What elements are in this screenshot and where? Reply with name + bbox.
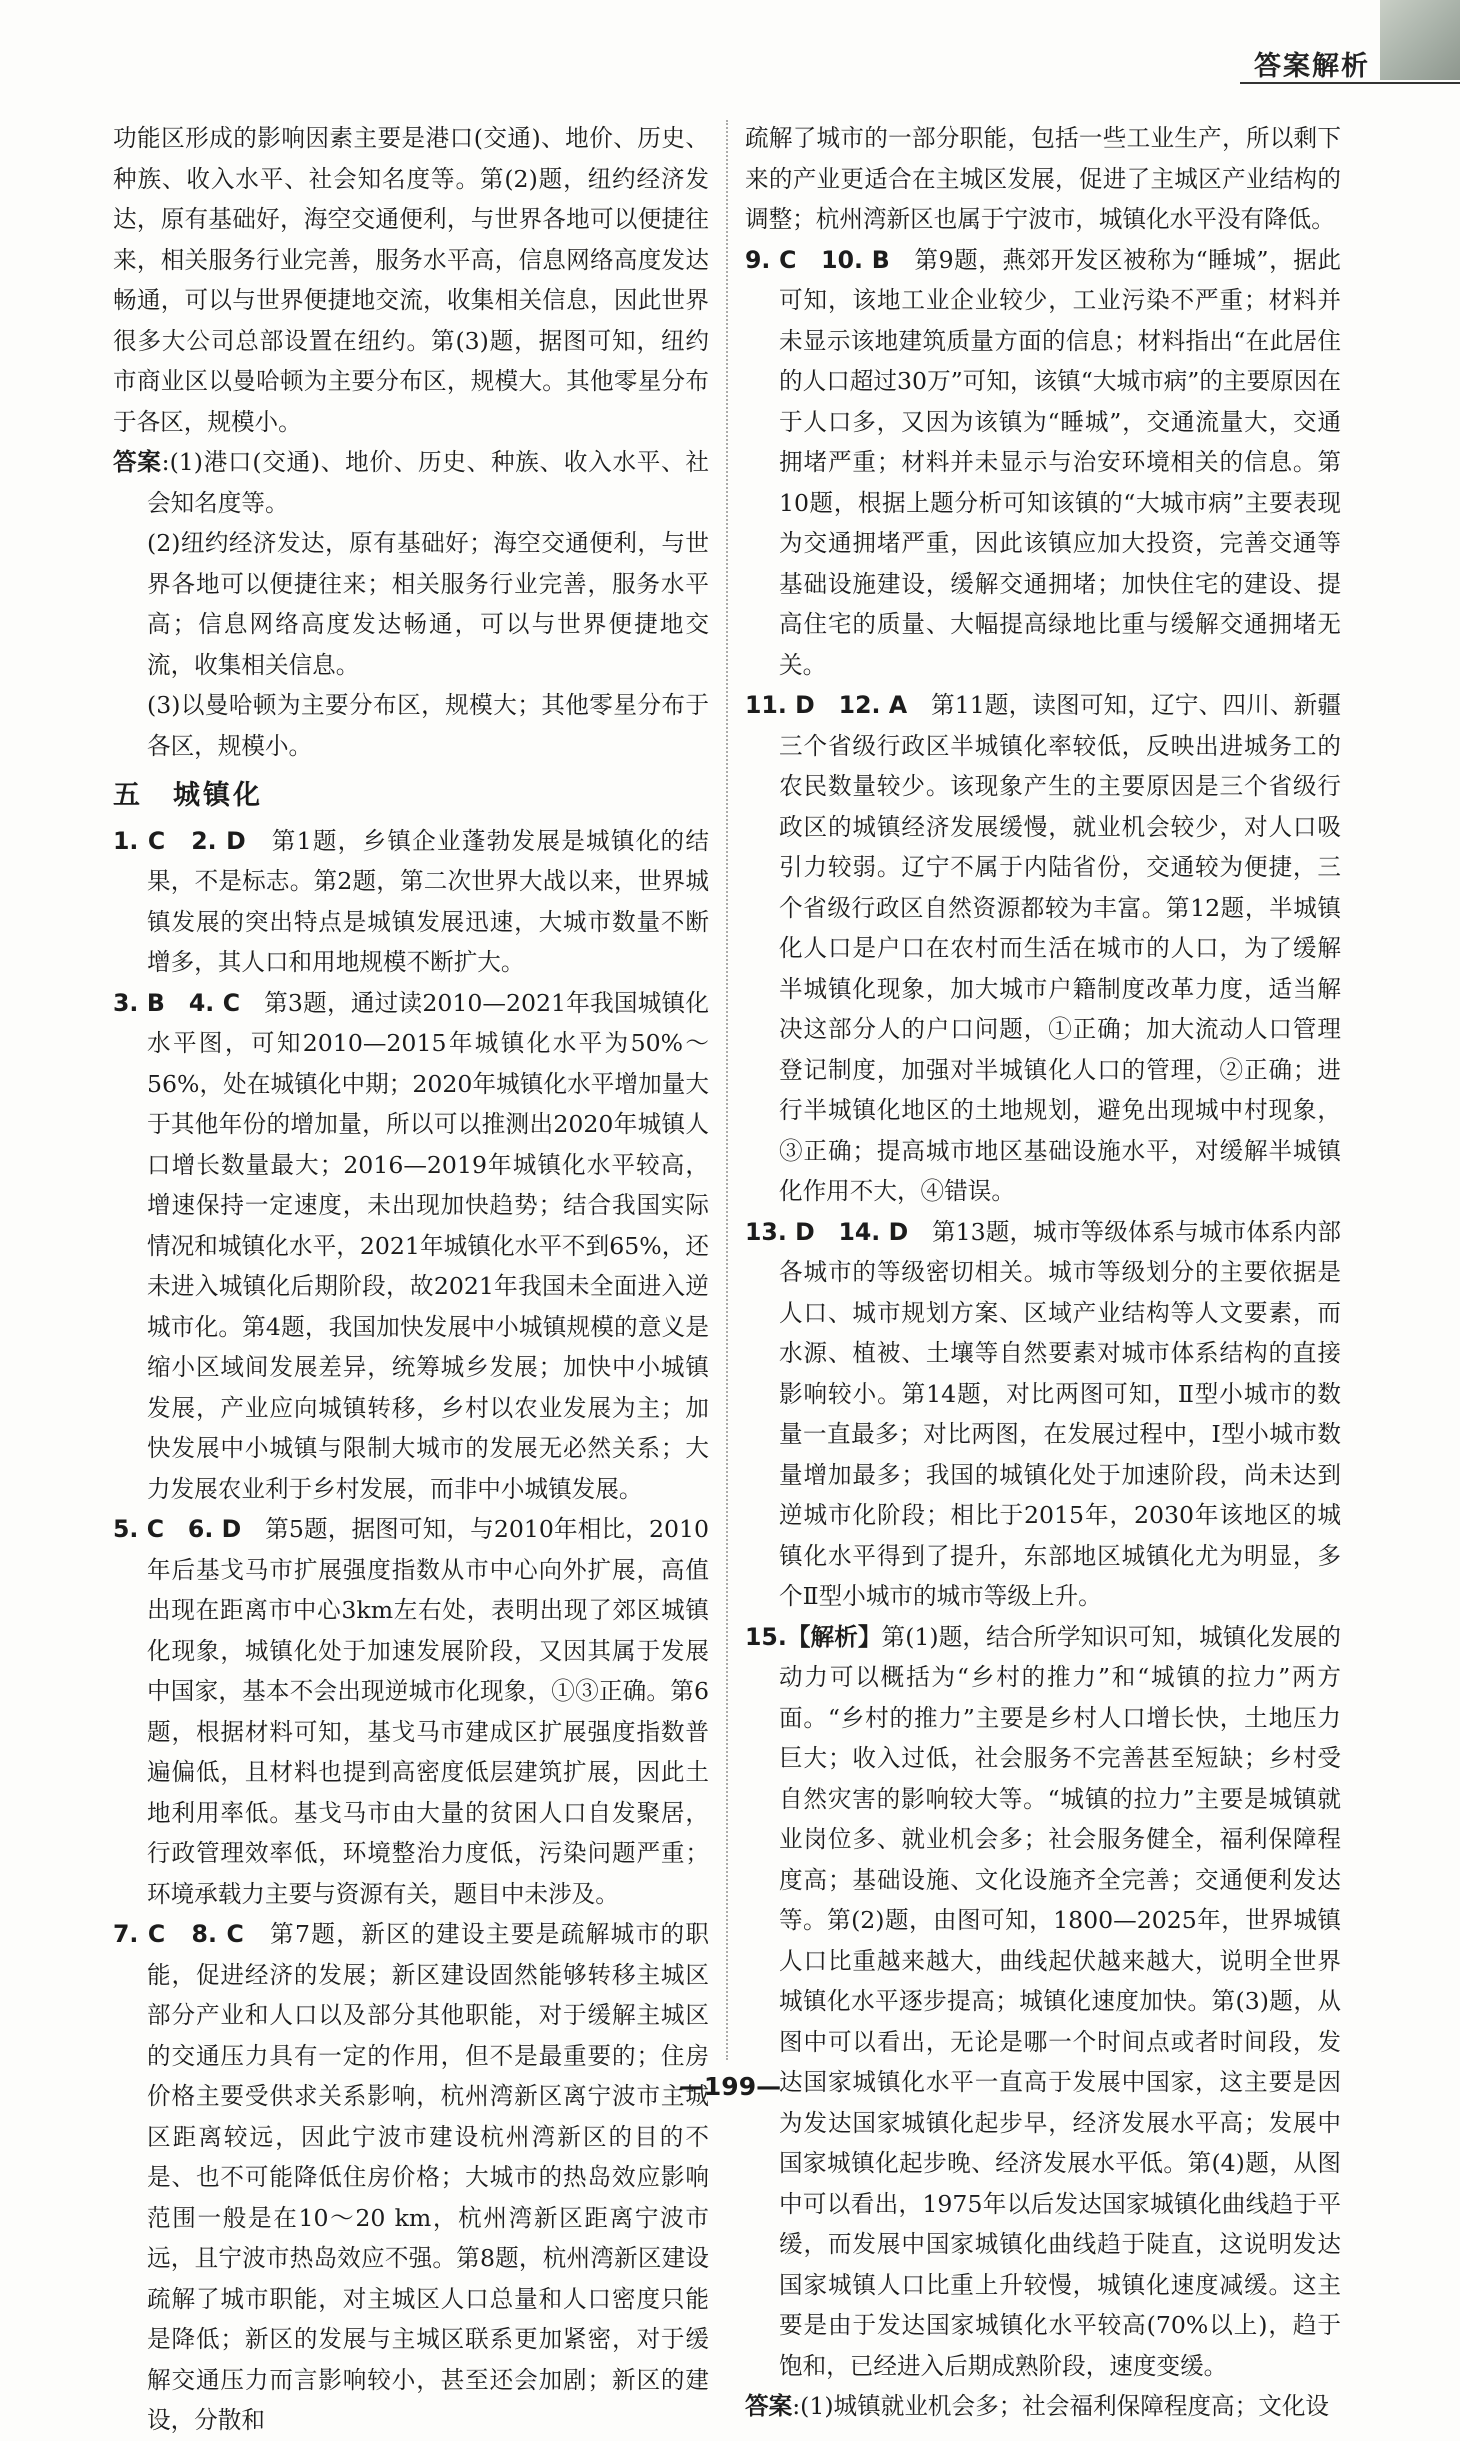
item-text: 第1题，乡镇企业蓬勃发展是城镇化的结果，不是标志。第2题，第二次世界大战以来，世界城镇发展的突出特点是城镇发展迅速，大城市数量不断增多，其人口和用地规模不断扩大。 [147, 826, 709, 976]
header-rule [1240, 82, 1460, 84]
answer-label: 答案 [113, 448, 162, 476]
paragraph: 功能区形成的影响因素主要是港口(交通)、地价、历史、种族、收入水平、社会知名度等。第(2)题，纽约经济发达，原有基础好，海空交通便利，与世界各地可以便捷往来，相关服务行业完善，服务水平高，信息网络高度发达畅通，可以与世界便捷地交流，收集相关信息，因此世界很多大公司总部设置在纽约。第(3)题，据图可知，纽约市商业区以曼哈顿为主要分布区，规模大。其他零星分布于各区，规模小。 [113, 124, 709, 436]
item-text: 第11题，读图可知，辽宁、四川、新疆三个省级行政区半城镇化率较低，反映出进城务工的农民数量较少。该现象产生的主要原因是三个省级行政区的城镇经济发展缓慢，就业机会较少，对人口吸引力较弱。辽宁不属于内陆省份，交通较为便捷，三个省级行政区自然资源都较为丰富。第12题，半城镇化人口是户口在农村而生活在城市的人口，为了缓解半城镇化现象，加大城市户籍制度改革力度，适当解决这部分人的户口问题，①正确；加大流动人口管理登记制度，加强对半城镇化人口的管理，②正确；进行半城镇化地区的土地规划，避免出现城中村现象，③正确；提高城市地区基础设施水平，对缓解半城镇化作用不大，④错误。 [779, 691, 1341, 1205]
answer-item [745, 685, 1341, 1212]
answer-item [113, 983, 709, 1510]
answer-item [745, 240, 1341, 686]
item-number: 3. B 4. C [113, 988, 241, 1017]
answer-label: 答案 [745, 2392, 793, 2420]
item-number: 11. D 12. A [745, 691, 908, 719]
item-text: :(1)城镇就业机会多；社会福利保障程度高；文化设 [792, 2392, 1330, 2420]
item-text: :(1)港口(交通)、地价、历史、种族、收入水平、社会知名度等。 [147, 448, 710, 517]
paragraph: 疏解了城市的一部分职能，包括一些工业生产，所以剩下来的产业更适合在主城区发展，促进了主城区产业结构的调整；杭州湾新区也属于宁波市，城镇化水平没有降低。 [745, 124, 1341, 233]
item-number: 7. C 8. C [113, 1920, 244, 1948]
answer-block [745, 2386, 1341, 2427]
answer-item [745, 1617, 1341, 2387]
item-number: 15.【解析】 [745, 1622, 882, 1651]
section-title: 五 城镇化 [113, 780, 263, 811]
item-number: 5. C 6. D [113, 1515, 242, 1543]
answer-item [113, 1509, 709, 1914]
answer-item [113, 1914, 709, 2441]
item-text: 第3题，通过读2010—2021年我国城镇化水平图，可知2010—2015年城镇化水平为50%～56%，处在城镇化中期；2020年城镇化水平增加量大于其他年份的增加量，所以可以推测出2020年城镇人口增长数量最大；2016—2019年城镇化水平较高，增速保持一定速度，未出现加快趋势；结合我国实际情况和城镇化水平，2021年城镇化水平不到65%，还未进入城镇化后期阶段，故2021年我国未全面进入逆城市化。第4题，我国加快发展中小城镇规模的意义是缩小区域间发展差异，统筹城乡发展；加快中小城镇发展，产业应向城镇转移，乡村以农业发展为主；加快发展中小城镇与限制大城市的发展无必然关系；大力发展农业利于乡村发展，而非中小城镇发展。 [147, 988, 709, 1503]
answer-block [113, 442, 709, 523]
answer-continuation: (2)纽约经济发达，原有基础好；海空交通便利，与世界各地可以便捷往来；相关服务行业完善，服务水平高；信息网络高度发达畅通，可以与世界便捷地交流，收集相关信息。 [147, 529, 709, 679]
answer-item [745, 1212, 1341, 1617]
item-number: 1. C 2. D [113, 826, 246, 855]
answer-continuation: (3)以曼哈顿为主要分布区，规模大；其他零星分布于各区，规模小。 [147, 691, 709, 760]
item-text: 第13题，城市等级体系与城市体系内部各城市的等级密切相关。城市等级划分的主要依据是人口、城市规划方案、区域产业结构等人文要素，而水源、植被、土壤等自然要素对城市体系结构的直接影响较小。第14题，对比两图可知，Ⅱ型小城市的数量一直最多；对比两图，在发展过程中，Ⅰ型小城市数量增加最多；我国的城镇化处于加速阶段，尚未达到逆城市化阶段；相比于2015年，2030年该地区的城镇化水平得到了提升，东部地区城镇化尤为明显，多个Ⅱ型小城市的城市等级上升。 [779, 1217, 1341, 1610]
item-number: 13. D 14. D [745, 1217, 909, 1246]
item-text: 第5题，据图可知，与2010年相比，2010年后基戈马市扩展强度指数从市中心向外扩展，高值出现在距离市中心3km左右处，表明出现了郊区城镇化现象，城镇化处于加速发展阶段，又因其属于发展中国家，基本不会出现逆城市化现象，①③正确。第6题，根据材料可知，基戈马市建成区扩展强度指数普遍偏低，且材料也提到高密度低层建筑扩展，因此土地利用率低。基戈马市由大量的贫困人口自发聚居，行政管理效率低，环境整治力度低，污染问题严重；环境承载力主要与资源有关，题目中未涉及。 [147, 1515, 709, 1908]
answer-item [113, 821, 709, 983]
item-text: 第7题，新区的建设主要是疏解城市的职能，促进经济的发展；新区建设固然能够转移主城区部分产业和人口以及部分其他职能，对于缓解主城区的交通压力具有一定的作用，但不是最重要的；住房价格主要受供求关系影响，杭州湾新区离宁波市主城区距离较远，因此宁波市建设杭州湾新区的目的不是、也不可能降低住房价格；大城市的热岛效应影响范围一般是在10～20 km，杭州湾新区距离宁波市远，且宁波市热岛效应不强。第8题，杭州湾新区建设疏解了城市职能，对主城区人口总量和人口密度只能是降低；新区的发展与主城区联系更加紧密，对于缓解交通压力而言影响较小，甚至还会加剧；新区的建设，分散和 [147, 1920, 709, 2434]
corner-decoration [1380, 0, 1460, 80]
header-title: 答案解析 [1254, 51, 1370, 82]
column-divider [726, 120, 728, 2060]
page-number: —199— [678, 2072, 782, 2101]
item-text: 第9题，燕郊开发区被称为“睡城”，据此可知，该地工业企业较少，工业污染不严重；材料并未显示该地建筑质量方面的信息；材料指出“在此居住的人口超过30万”可知，该镇“大城市病”的主要原因在于人口多，又因为该镇为“睡城”，交通流量大，交通拥堵严重；材料并未显示与治安环境相关的信息。第10题，根据上题分析可知该镇的“大城市病”主要表现为交通拥堵严重，因此该镇应加大投资，完善交通等基础设施建设，缓解交通拥堵；加快住宅的建设、提高住宅的质量、大幅提高绿地比重与缓解交通拥堵无关。 [779, 245, 1342, 679]
item-text: 第(1)题，结合所学知识可知，城镇化发展的动力可以概括为“乡村的推力”和“城镇的拉力”两方面。“乡村的推力”主要是乡村人口增长快，土地压力巨大；收入过低，社会服务不完善甚至短缺；乡村受自然灾害的影响较大等。“城镇的拉力”主要是城镇就业岗位多、就业机会多；社会服务健全，福利保障程度高；基础设施、文化设施齐全完善；交通便利发达等。第(2)题，由图可知，1800—2025年，世界城镇人口比重越来越大，曲线起伏越来越大，说明全世界城镇化水平逐步提高；城镇化速度加快。第(3)题，从图中可以看出，无论是哪一个时间点或者时间段，发达国家城镇化水平一直高于发展中国家，这主要是因为发达国家城镇化起步早，经济发展水平高；发展中国家城镇化起步晚、经济发展水平低。第(4)题，从图中可以看出，1975年以后发达国家城镇化曲线趋于平缓，而发展中国家城镇化曲线趋于陡直，这说明发达国家城镇人口比重上升较慢，城镇化速度减缓。这主要是由于发达国家城镇化水平较高(70%以上)，趋于饱和，已经进入后期成熟阶段，速度变缓。 [779, 1622, 1341, 2380]
item-number: 9. C 10. B [745, 245, 890, 274]
